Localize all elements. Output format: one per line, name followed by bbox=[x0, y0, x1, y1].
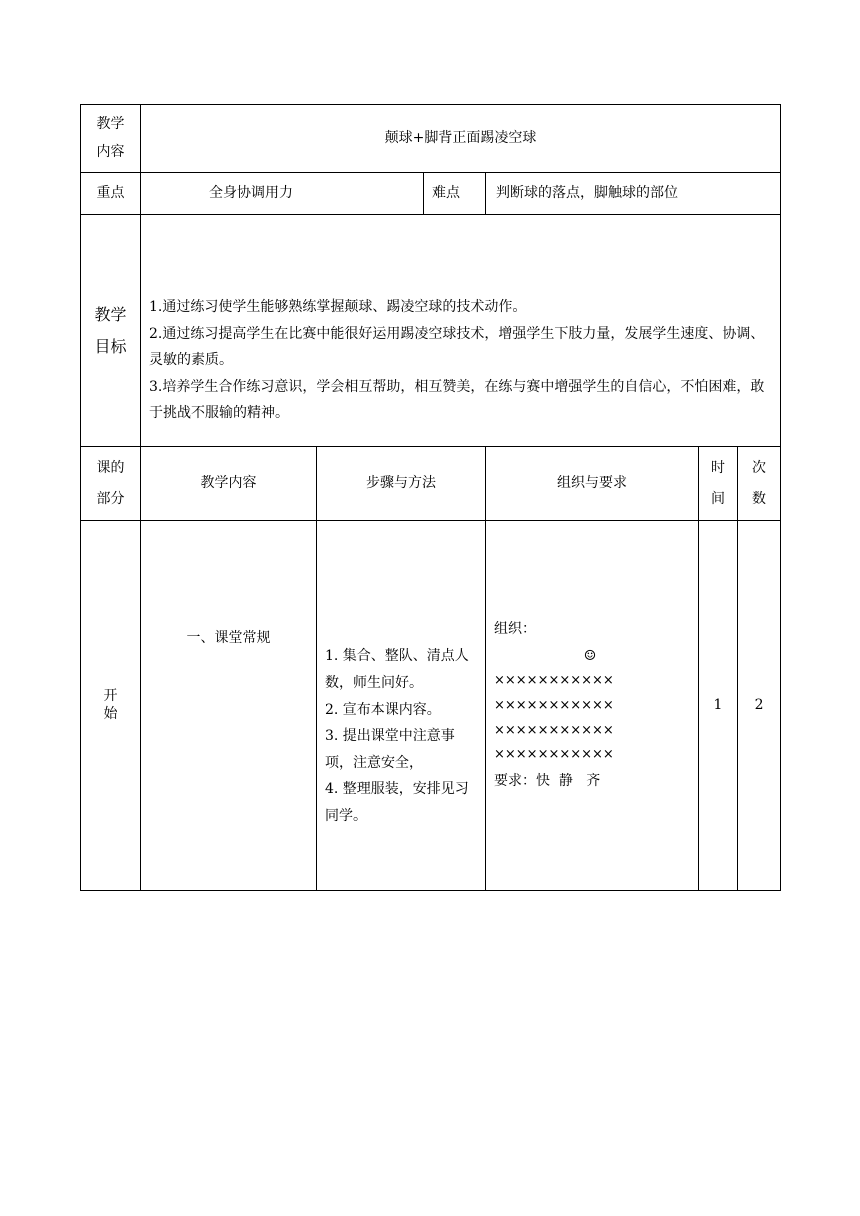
goal-item: 3.培养学生合作练习意识，学会相互帮助，相互赞美，在练与赛中增强学生的自信心，不怕困难，敢于挑战不服输的精神。 bbox=[149, 378, 765, 422]
step-item: 4. 整理服装，安排见习同学。 bbox=[325, 781, 469, 824]
difficulty-value: 判断球的落点，脚触球的部位 bbox=[486, 173, 781, 215]
col-part: 课的 部分 bbox=[81, 447, 141, 521]
student-row: ××××××××××× bbox=[494, 698, 614, 714]
key-label: 重点 bbox=[81, 173, 141, 215]
col-count: 次 数 bbox=[738, 447, 781, 521]
count-value: 2 bbox=[738, 521, 781, 891]
time-value: 1 bbox=[699, 521, 738, 891]
difficulty-label: 难点 bbox=[424, 173, 486, 215]
student-row: ××××××××××× bbox=[494, 722, 614, 738]
teacher-icon: ☺ bbox=[583, 647, 597, 664]
col-time: 时 间 bbox=[699, 447, 738, 521]
student-row: ××××××××××× bbox=[494, 673, 614, 689]
goals-label: 教学 目标 bbox=[81, 215, 141, 447]
col-content: 教学内容 bbox=[141, 447, 317, 521]
org-title: 组织： bbox=[494, 621, 536, 638]
step-item: 2. 宣布本课内容。 bbox=[325, 701, 441, 718]
goals-row bbox=[81, 215, 781, 447]
goal-item: 2.通过练习提高学生在比赛中能很好运用踢凌空球技术，增强学生下肢力量，发展学生速度、协调、灵敏的素质。 bbox=[149, 325, 765, 369]
student-row: ××××××××××× bbox=[494, 747, 614, 763]
part-start: 开 始 bbox=[81, 521, 141, 891]
org-requirement: 要求：快 静 齐 bbox=[494, 773, 601, 790]
column-header-row bbox=[81, 447, 781, 521]
step-item: 1. 集合、整队、清点人数，师生问好。 bbox=[325, 648, 469, 692]
org-cell bbox=[486, 521, 699, 891]
key-difficulty-row bbox=[81, 173, 781, 215]
step-item: 3. 提出课堂中注意事项，注意安全， bbox=[325, 728, 455, 771]
col-steps: 步骤与方法 bbox=[317, 447, 486, 521]
steps-list bbox=[317, 521, 486, 891]
content-label: 教学 内容 bbox=[81, 105, 141, 173]
lesson-plan-table bbox=[80, 104, 781, 891]
content-value: 颠球+脚背正面踢凌空球 bbox=[141, 105, 781, 173]
lesson-row bbox=[81, 521, 781, 891]
goals-list bbox=[141, 215, 781, 447]
content-routine: 一、课堂常规 bbox=[141, 521, 317, 891]
key-value: 全身协调用力 bbox=[141, 173, 424, 215]
col-org: 组织与要求 bbox=[486, 447, 699, 521]
goal-item: 1.通过练习使学生能够熟练掌握颠球、踢凌空球的技术动作。 bbox=[149, 299, 527, 316]
content-row bbox=[81, 105, 781, 173]
